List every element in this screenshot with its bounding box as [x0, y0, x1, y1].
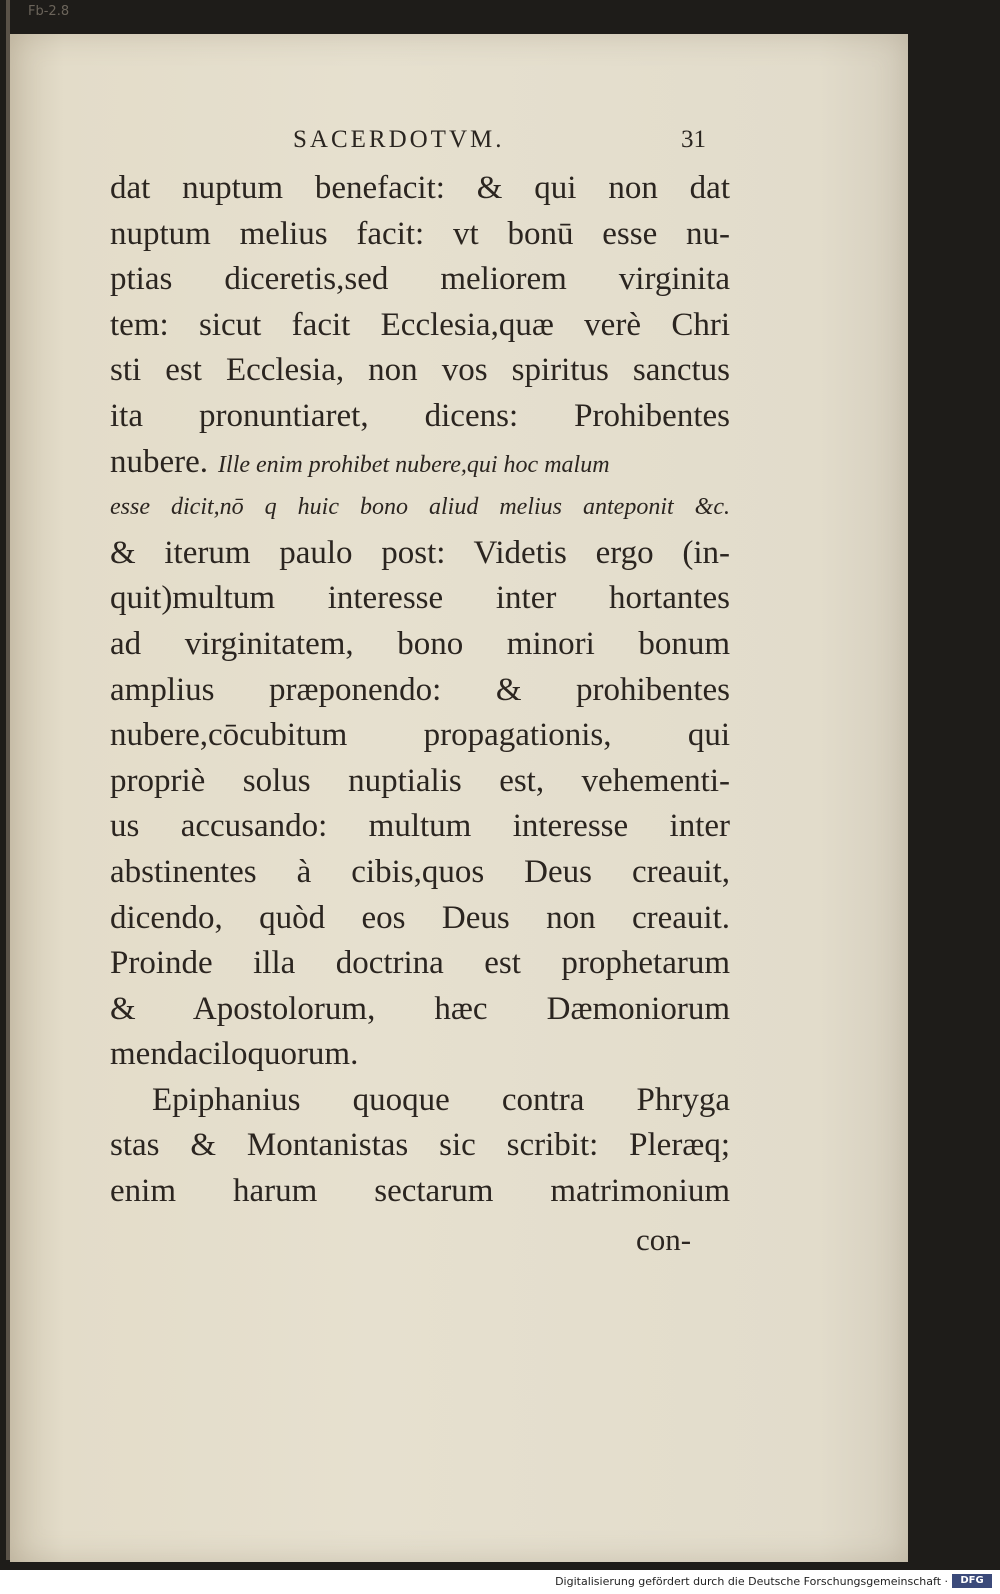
- running-head: SACERDOTVM.: [293, 126, 505, 153]
- page-number: 31: [681, 126, 706, 153]
- text-line: [110, 440, 730, 486]
- text-line: & Apostolorum, hæc Dæmoniorum: [110, 990, 730, 1027]
- text-line: nuptum melius facit: vt bonū esse nu-: [110, 215, 730, 252]
- text-line: quit)multum interesse inter hortantes: [110, 580, 730, 617]
- text-line: abstinentes à cibis,quos Deus creauit,: [110, 853, 730, 890]
- funding-credit: Digitalisierung gefördert durch die Deutsche Forschungsgemeinschaft ·: [555, 1575, 948, 1588]
- text-line: enim harum sectarum matrimonium: [110, 1173, 730, 1210]
- text-line: ptias diceretis,sed meliorem virginita: [110, 261, 730, 298]
- text-line: stas & Montanistas sic scribit: Pleræq;: [110, 1127, 730, 1164]
- text-line: propriè solus nuptialis est, vehementi-: [110, 762, 730, 799]
- text-line-segment: nubere.: [110, 443, 209, 480]
- text-line: & iterum paulo post: Videtis ergo (in-: [110, 534, 730, 571]
- shelf-mark: Fb-2.8: [28, 4, 70, 19]
- dfg-logo: DFG: [952, 1574, 992, 1588]
- text-line: us accusando: multum interesse inter: [110, 808, 730, 845]
- paragraph-start-line: Epiphanius quoque contra Phryga: [152, 1081, 730, 1118]
- text-line: Proinde illa doctrina est prophetarum: [110, 945, 730, 982]
- text-line: dicendo, quòd eos Deus non creauit.: [110, 899, 730, 936]
- italic-quotation-line: esse dicit,nō q huic bono aliud melius anteponit &c.: [110, 494, 730, 521]
- text-line: tem: sicut facit Ecclesia,quæ verè Chri: [110, 306, 730, 343]
- italic-quotation: Ille enim prohibet nubere,qui hoc malum: [218, 451, 610, 478]
- text-line: amplius præponendo: & prohibentes: [110, 671, 730, 708]
- text-line: ita pronuntiaret, dicens: Prohibentes: [110, 397, 730, 434]
- body-text: [110, 166, 730, 1215]
- catchword: con-: [636, 1222, 692, 1257]
- text-line: ad virginitatem, bono minori bonum: [110, 625, 730, 662]
- text-line: nubere,cōcubitum propagationis, qui: [110, 717, 730, 754]
- text-line: dat nuptum benefacit: & qui non dat: [110, 170, 730, 206]
- text-line: sti est Ecclesia, non vos spiritus sanctus: [110, 352, 730, 389]
- text-line: mendaciloquorum.: [110, 1036, 359, 1073]
